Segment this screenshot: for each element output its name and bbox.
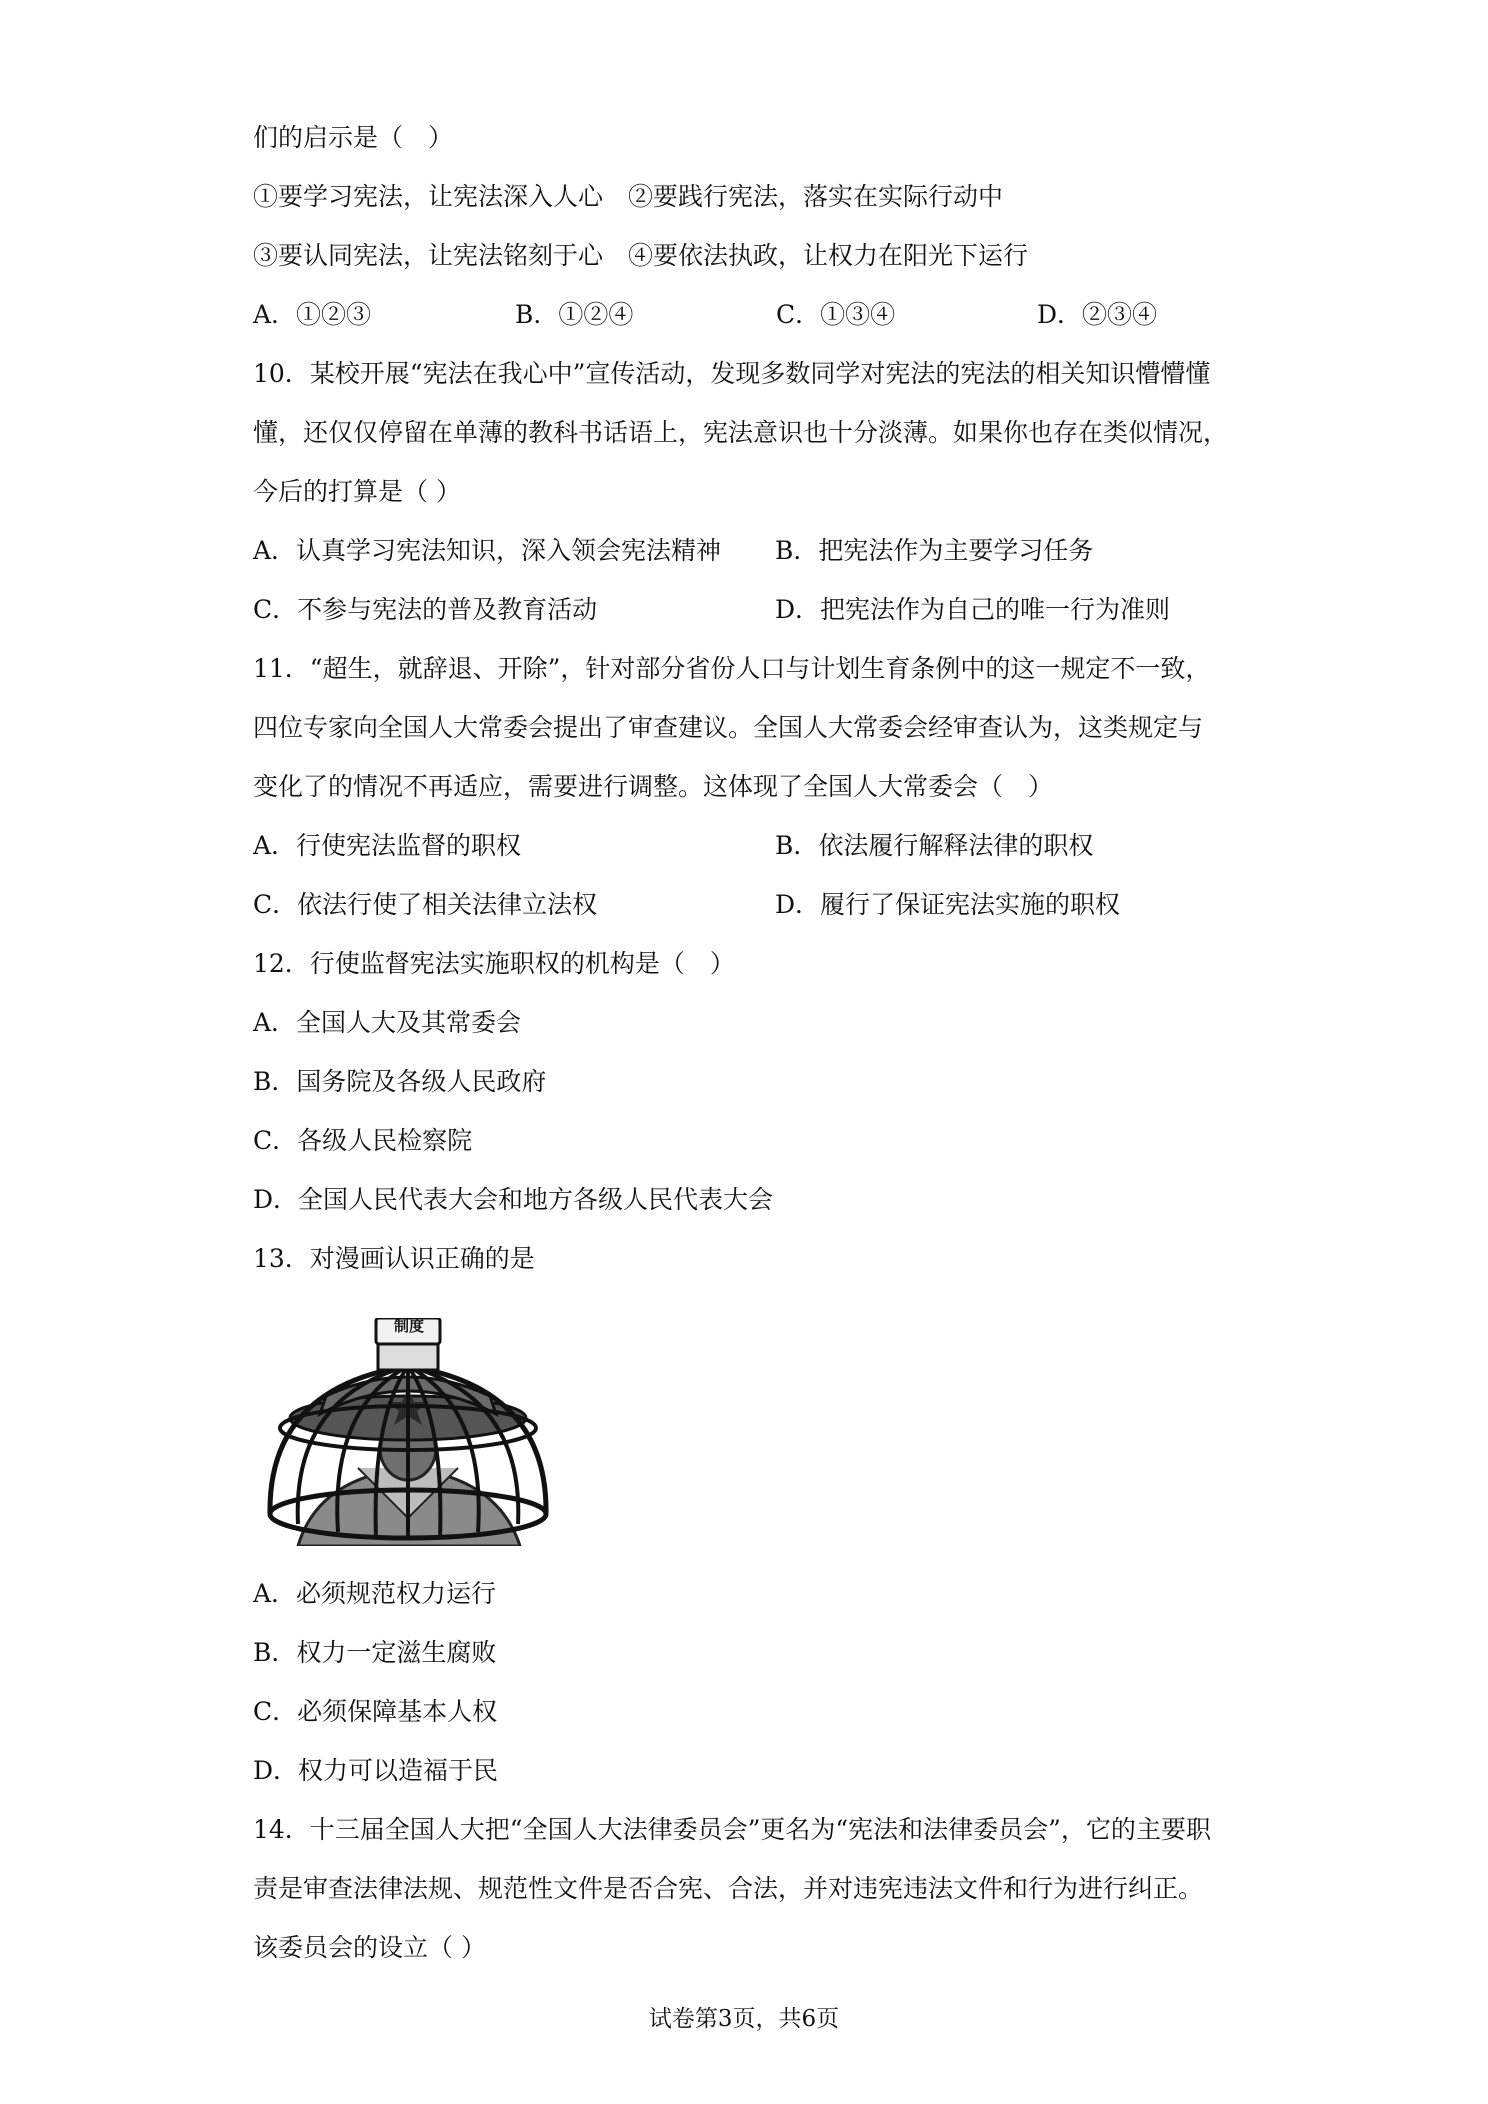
q14-stem-line-1: 14．十三届全国人大把“全国人大法律委员会”更名为“宪法和法律委员会”，它的主要职 [253, 1815, 1211, 1844]
q12-option-a: A．全国人大及其常委会 [253, 1008, 522, 1037]
q12-option-c: C．各级人民检察院 [253, 1126, 473, 1155]
cage-cartoon-image [258, 1318, 558, 1546]
q10-option-d: D．把宪法作为自己的唯一行为准则 [775, 595, 1171, 624]
q13-option-c: C．必须保障基本人权 [253, 1697, 498, 1726]
q10-option-a: A．认真学习宪法知识，深入领会宪法精神 [253, 536, 722, 565]
q9-statements-line-1: ①要学习宪法，让宪法深入人心 ②要践行宪法，落实在实际行动中 [253, 182, 1004, 211]
q10-stem-line-2: 懂，还仅仅停留在单薄的教科书话语上，宪法意识也十分淡薄。如果你也存在类似情况， [253, 418, 1229, 447]
cage-label: 制度 [393, 1317, 424, 1335]
q11-option-d: D．履行了保证宪法实施的职权 [775, 890, 1121, 919]
q11-stem-line-2: 四位专家向全国人大常委会提出了审查建议。全国人大常委会经审查认为，这类规定与 [253, 713, 1204, 742]
q11-option-a: A．行使宪法监督的职权 [253, 831, 522, 860]
q9-option-a: A．①②③ [253, 300, 372, 329]
q12-option-b: B．国务院及各级人民政府 [253, 1067, 547, 1096]
q9-option-d: D．②③④ [1037, 300, 1158, 329]
q13-option-d: D．权力可以造福于民 [253, 1756, 499, 1785]
q10-stem-line-1: 10．某校开展“宪法在我心中”宣传活动，发现多数同学对宪法的宪法的相关知识懵懵懂 [253, 359, 1211, 388]
q9-option-b: B．①②④ [515, 300, 634, 329]
q9-option-c: C．①③④ [776, 300, 896, 329]
q11-option-b: B．依法履行解释法律的职权 [775, 831, 1094, 860]
q11-option-c: C．依法行使了相关法律立法权 [253, 890, 598, 919]
q11-stem-line-3: 变化了的情况不再适应，需要进行调整。这体现了全国人大常委会（ ） [253, 772, 1054, 801]
page-footer: 试卷第3页，共6页 [648, 2006, 840, 2032]
q12-option-d: D．全国人民代表大会和地方各级人民代表大会 [253, 1185, 774, 1214]
q12-stem: 12．行使监督宪法实施职权的机构是（ ） [253, 949, 735, 978]
q9-statements-line-2: ③要认同宪法，让宪法铭刻于心 ④要依法执政，让权力在阳光下运行 [253, 241, 1029, 270]
q11-stem-line-1: 11．“超生，就辞退、开除”，针对部分省份人口与计划生育条例中的这一规定不一致， [253, 654, 1211, 683]
q10-option-b: B．把宪法作为主要学习任务 [775, 536, 1094, 565]
q13-option-a: A．必须规范权力运行 [253, 1579, 497, 1608]
q14-stem-line-2: 责是审查法律法规、规范性文件是否合宪、合法，并对违宪违法文件和行为进行纠正。 [253, 1874, 1204, 1903]
q13-stem: 13．对漫画认识正确的是 [253, 1244, 535, 1273]
q9-stem-tail: 们的启示是（ ） [253, 123, 454, 152]
q14-stem-line-3: 该委员会的设立（ ） [253, 1933, 486, 1962]
q10-option-c: C．不参与宪法的普及教育活动 [253, 595, 598, 624]
q13-option-b: B．权力一定滋生腐败 [253, 1638, 497, 1667]
q10-stem-line-3: 今后的打算是（ ） [253, 477, 461, 506]
